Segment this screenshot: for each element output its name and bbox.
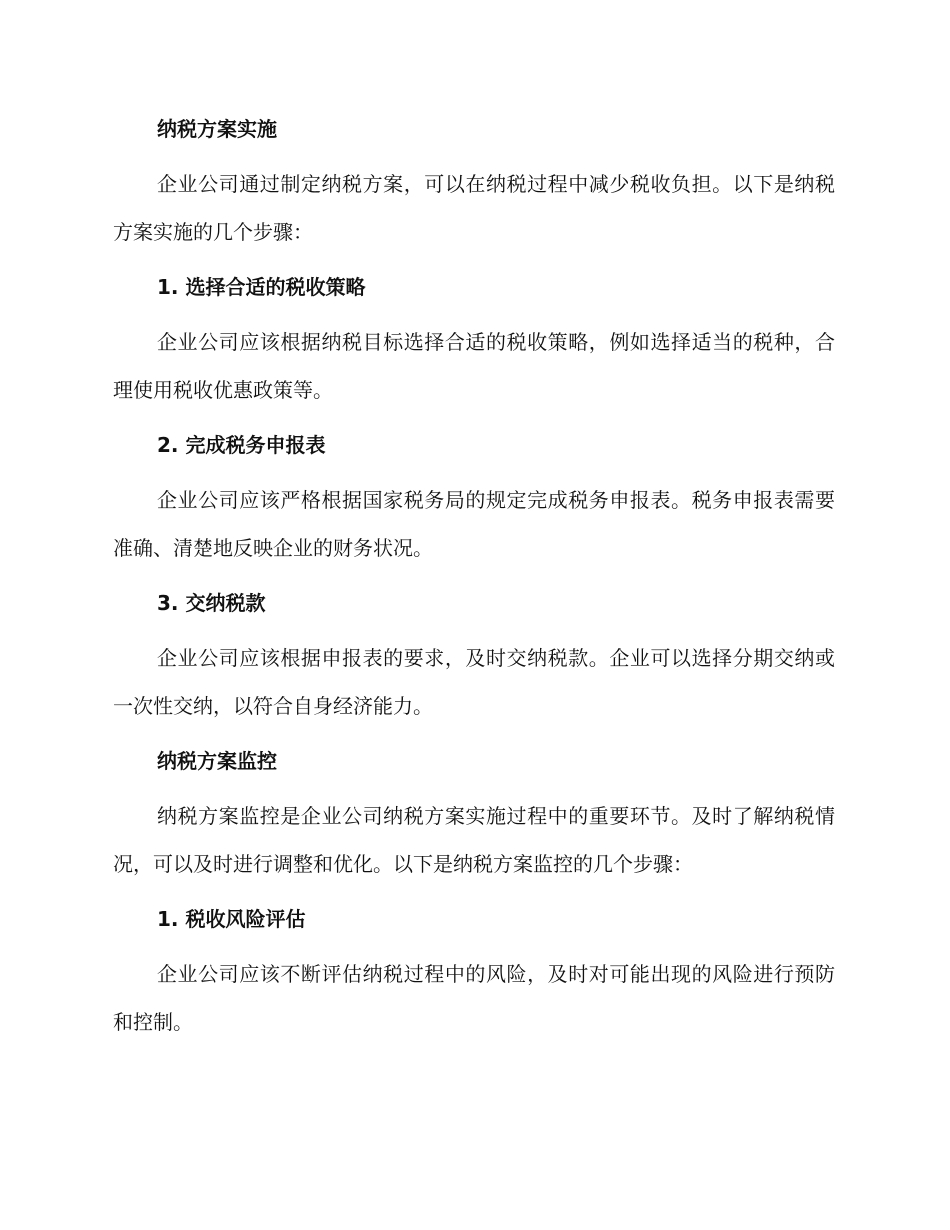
step-heading-choose-strategy: 1. 选择合适的税收策略 [157,275,366,299]
paragraph-pay-tax: 企业公司应该根据申报表的要求，及时交纳税款。企业可以选择分期交纳或一次性交纳，以符合自身经济能力。 [113,646,835,718]
document-page [113,110,835,1046]
section-heading-tax-plan-implementation: 纳税方案实施 [157,117,277,141]
paragraph-risk-assessment: 企业公司应该不断评估纳税过程中的风险，及时对可能出现的风险进行预防和控制。 [113,962,835,1034]
step-heading-pay-tax: 3. 交纳税款 [157,591,266,615]
paragraph-choose-strategy: 企业公司应该根据纳税目标选择合适的税收策略，例如选择适当的税种，合理使用税收优惠政策等。 [113,330,835,402]
step-heading-risk-assessment: 1. 税收风险评估 [157,907,306,931]
paragraph-intro-implementation: 企业公司通过制定纳税方案，可以在纳税过程中减少税收负担。以下是纳税方案实施的几个步骤： [113,172,835,244]
paragraph-intro-monitoring: 纳税方案监控是企业公司纳税方案实施过程中的重要环节。及时了解纳税情况，可以及时进行调整和优化。以下是纳税方案监控的几个步骤： [113,804,835,876]
step-heading-complete-declaration: 2. 完成税务申报表 [157,433,326,457]
section-heading-tax-plan-monitoring: 纳税方案监控 [157,749,277,773]
paragraph-complete-declaration: 企业公司应该严格根据国家税务局的规定完成税务申报表。税务申报表需要准确、清楚地反映企业的财务状况。 [113,488,835,560]
